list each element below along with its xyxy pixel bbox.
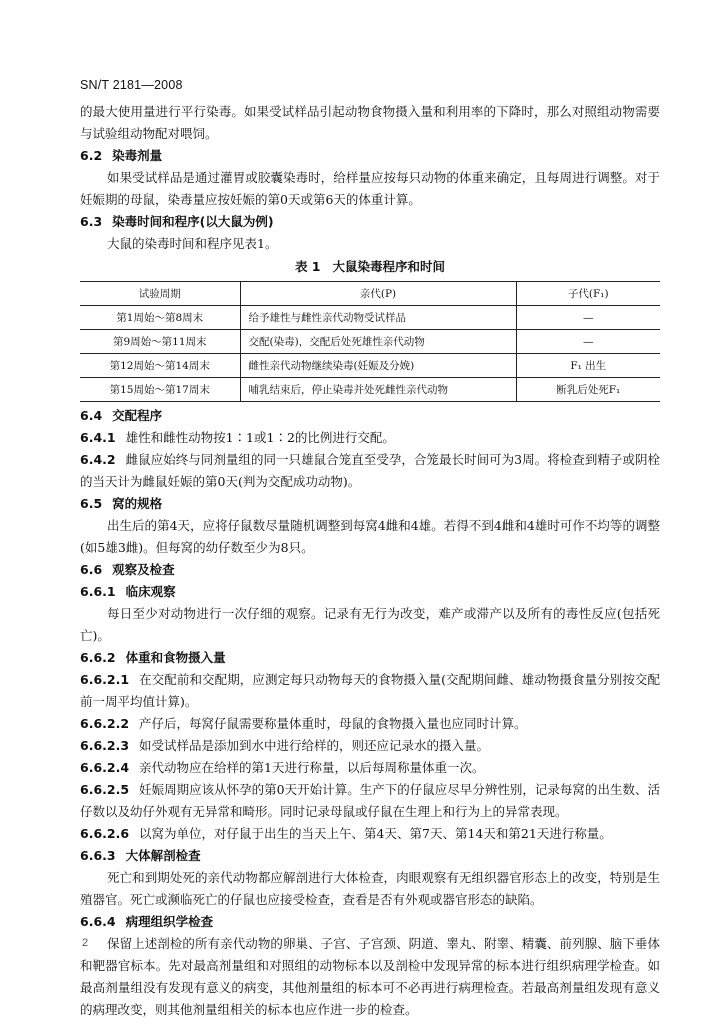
section-paragraph-6-3: 大鼠的染毒时间和程序见表1。 xyxy=(107,236,278,251)
section-heading-6-6 xyxy=(80,559,660,581)
section-number: 6.6.1 xyxy=(80,584,116,599)
clause-text: 在交配前和交配期，应测定每只动物每天的食物摄入量(交配期间雌、雄动物摄食量分别按交配前一周平均值计算)。 xyxy=(80,672,660,709)
standard-number: SN/T 2181—2008 xyxy=(80,78,183,92)
section-title: 交配程序 xyxy=(112,408,163,423)
table-row xyxy=(80,330,660,354)
clause-text: 以窝为单位，对仔鼠于出生的当天上午、第4天、第7天、第14天和第21天进行称量。 xyxy=(139,826,612,841)
section-number: 6.3 xyxy=(80,214,103,229)
table-cell-parent: 给予雄性与雌性亲代动物受试样品 xyxy=(240,306,516,330)
clause-6-4-2 xyxy=(80,449,660,493)
table-cell-child: — xyxy=(516,306,660,330)
continued-paragraph: 的最大使用量进行平行染毒。如果受试样品引起动物食物摄入量和利用率的下降时，那么对照组动物需要与试验组动物配对喂饲。 xyxy=(80,104,660,141)
table-cell-child: F₁ 出生 xyxy=(516,354,660,378)
page-number: 2 xyxy=(82,937,89,949)
table-title: 大鼠染毒程序和时间 xyxy=(332,259,446,274)
table-cell-child: 断乳后处死F₁ xyxy=(516,378,660,402)
table-cell-period: 第12周始～第14周末 xyxy=(80,354,240,378)
table-header-row xyxy=(80,282,660,306)
clause-6-6-2-5 xyxy=(80,779,660,823)
section-heading-6-5 xyxy=(80,493,660,515)
section-heading-6-6-4 xyxy=(80,911,660,933)
clause-number: 6.6.2.6 xyxy=(80,826,130,841)
clause-number: 6.4.2 xyxy=(80,452,116,467)
clause-text: 亲代动物应在给样的第1天进行称量，以后每周称量体重一次。 xyxy=(139,760,485,775)
section-paragraph-6-5: 出生后的第4天，应将仔鼠数尽量随机调整到每窝4雌和4雄。若得不到4雌和4雄时可作不均等的调整(如5雄3雌)。但每窝的幼仔数至少为8只。 xyxy=(80,518,660,555)
section-paragraph-6-6-4: 保留上述剖检的所有亲代动物的卵巢、子宫、子宫颈、阴道、睾丸、附睾、精囊、前列腺、脑下垂体和靶器官标本。先对最高剂量组和对照组的动物标本以及剖检中发现异常的标本进行组织病理学检查。如最高剂量组没有发现有意义的病变，其他剂量组的标本可不必再进行病理检查。若最高剂量组发现有意义的病理改变，则其他剂量组相关的标本也应作进一步的检查。 xyxy=(80,936,660,1017)
table-cell-period: 第9周始～第11周末 xyxy=(80,330,240,354)
section-title: 临床观察 xyxy=(125,584,176,599)
clause-number: 6.6.2.2 xyxy=(80,716,130,731)
section-heading-6-6-2 xyxy=(80,647,660,669)
table-header-cell: 亲代(P) xyxy=(240,282,516,306)
table-row xyxy=(80,354,660,378)
clause-6-6-2-1 xyxy=(80,669,660,713)
clause-6-6-2-6 xyxy=(80,823,660,845)
clause-text: 雌鼠应始终与同剂量组的同一只雄鼠合笼直至受孕，合笼最长时间可为3周。将检查到精子或阴栓的当天计为雌鼠妊娠的第0天(判为交配成功动物)。 xyxy=(80,452,660,489)
clause-number: 6.6.2.4 xyxy=(80,760,130,775)
table-cell-period: 第15周始～第17周末 xyxy=(80,378,240,402)
dosing-schedule-table xyxy=(80,281,660,402)
table-row xyxy=(80,378,660,402)
section-paragraph-6-2: 如果受试样品是通过灌胃或胶囊染毒时，给样量应按每只动物的体重来确定，且每周进行调整。对于妊娠期的母鼠，染毒量应按妊娠的第0天或第6天的体重计算。 xyxy=(80,170,660,207)
table-row xyxy=(80,306,660,330)
table-cell-parent: 哺乳结束后，停止染毒并处死雌性亲代动物 xyxy=(240,378,516,402)
clause-text: 雄性和雌性动物按1∶1或1∶2的比例进行交配。 xyxy=(125,430,395,445)
table-cell-parent: 雌性亲代动物继续染毒(妊娠及分娩) xyxy=(240,354,516,378)
section-number: 6.6.3 xyxy=(80,848,116,863)
clause-text: 如受试样品是添加到水中进行给样的，则还应记录水的摄入量。 xyxy=(139,738,490,753)
clause-number: 6.6.2.1 xyxy=(80,672,130,687)
table-cell-child: — xyxy=(516,330,660,354)
table-cell-period: 第1周始～第8周末 xyxy=(80,306,240,330)
section-title: 窝的规格 xyxy=(112,496,163,511)
section-paragraph-6-6-1: 每日至少对动物进行一次仔细的观察。记录有无行为改变，难产或滞产以及所有的毒性反应(包括死亡)。 xyxy=(80,606,660,643)
table-number: 表 1 xyxy=(294,259,321,274)
section-paragraph-6-6-3: 死亡和到期处死的亲代动物都应解剖进行大体检查，肉眼观察有无组织器官形态上的改变，特别是生殖器官。死亡或濒临死亡的仔鼠也应接受检查，查看是否有外观或器官形态的缺陷。 xyxy=(80,870,660,907)
section-number: 6.6.4 xyxy=(80,914,116,929)
section-title: 大体解剖检查 xyxy=(125,848,201,863)
clause-6-6-2-3 xyxy=(80,735,660,757)
table-header-cell: 子代(F₁) xyxy=(516,282,660,306)
table-caption xyxy=(80,255,660,279)
section-number: 6.4 xyxy=(80,408,103,423)
section-title: 体重和食物摄入量 xyxy=(125,650,226,665)
section-heading-6-2 xyxy=(80,145,660,167)
table-header-cell: 试验周期 xyxy=(80,282,240,306)
section-title: 病理组织学检查 xyxy=(125,914,214,929)
section-heading-6-6-3 xyxy=(80,845,660,867)
section-number: 6.2 xyxy=(80,148,103,163)
clause-text: 妊娠周期应该从怀孕的第0天开始计算。生产下的仔鼠应尽早分辨性别，记录每窝的出生数、活仔数以及幼仔外观有无异常和畸形。同时记录母鼠或仔鼠在生理上和行为上的异常表现。 xyxy=(80,782,660,819)
clause-6-6-2-4 xyxy=(80,757,660,779)
document-body xyxy=(80,101,660,1021)
section-title: 染毒剂量 xyxy=(112,148,163,163)
clause-6-4-1 xyxy=(80,427,660,449)
section-heading-6-6-1 xyxy=(80,581,660,603)
section-heading-6-3 xyxy=(80,211,660,233)
section-heading-6-4 xyxy=(80,405,660,427)
clause-text: 产仔后，每窝仔鼠需要称量体重时，母鼠的食物摄入量也应同时计算。 xyxy=(139,716,527,731)
section-number: 6.5 xyxy=(80,496,103,511)
clause-number: 6.6.2.3 xyxy=(80,738,130,753)
section-title: 观察及检查 xyxy=(112,562,175,577)
section-number: 6.6 xyxy=(80,562,103,577)
clause-number: 6.4.1 xyxy=(80,430,116,445)
clause-6-6-2-2 xyxy=(80,713,660,735)
section-number: 6.6.2 xyxy=(80,650,116,665)
clause-number: 6.6.2.5 xyxy=(80,782,130,797)
section-title: 染毒时间和程序(以大鼠为例) xyxy=(112,214,274,229)
table-cell-parent: 交配(染毒)，交配后处死雄性亲代动物 xyxy=(240,330,516,354)
